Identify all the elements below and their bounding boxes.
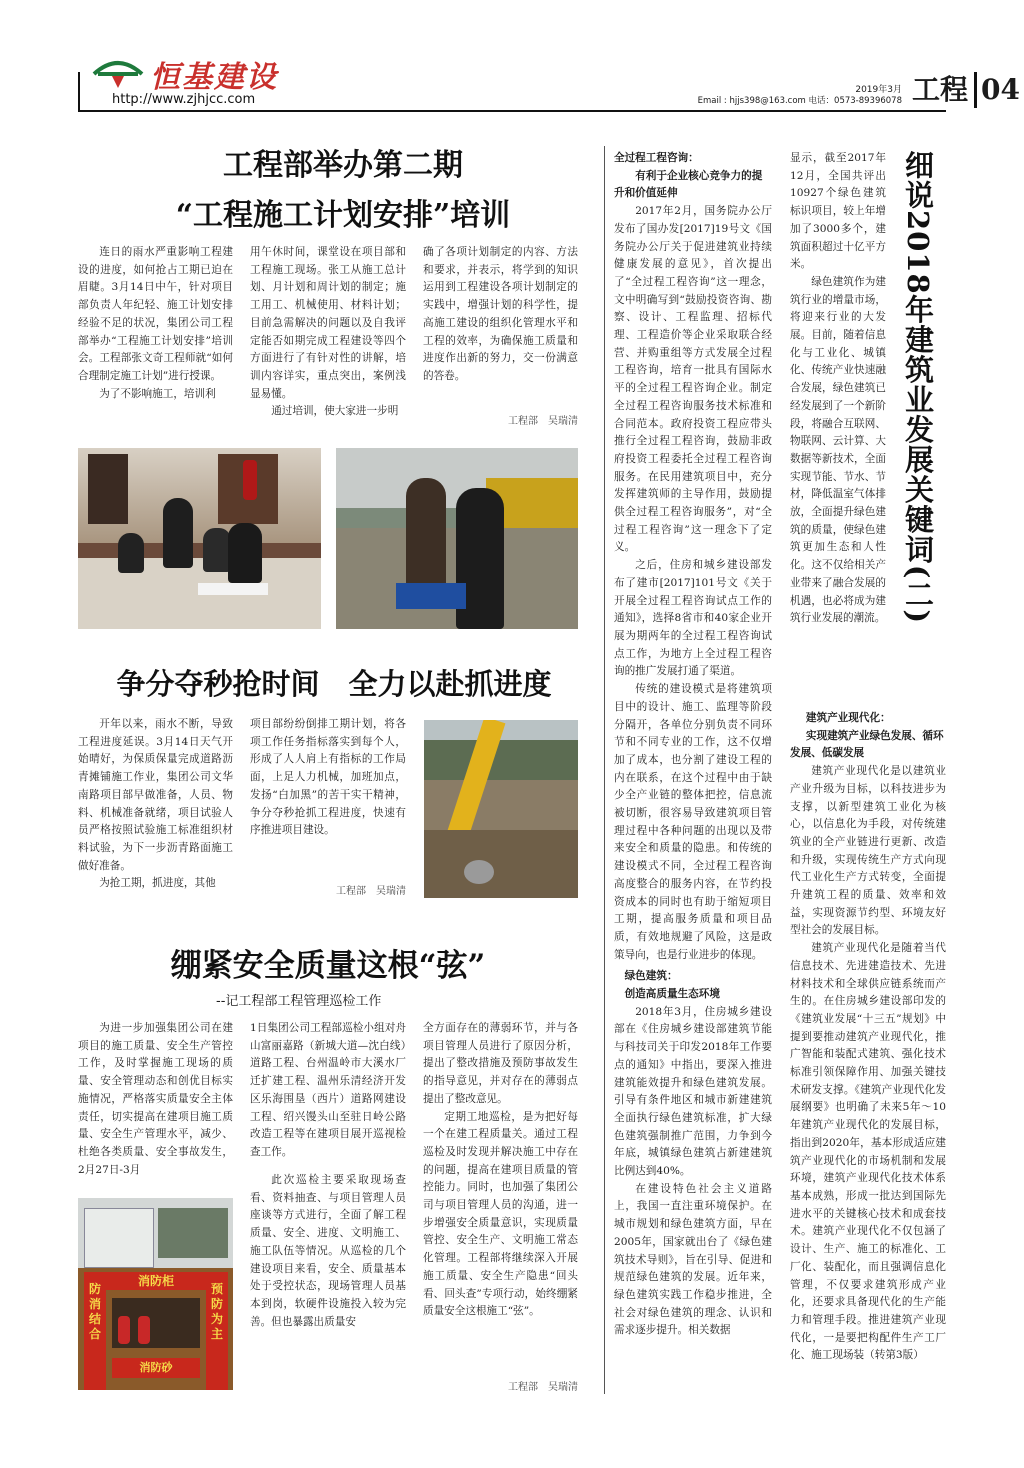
article3-col1: 为进一步加强集团公司在建项目的施工质量、安全生产管控工作，及时掌握施工现场的质量、安全管理动态和创优目标实施情况，严格落实质量安全主体责任，切实提高在建项目施工质量、安全生产管理水平，减少、杜绝各类质量、安全事故发生，2月27日-3月 [78, 1022, 233, 1176]
article3-col2-top: 1日集团公司工程部巡检小组对舟山富丽嘉路（新城大道—沈白线）道路工程、台州温岭市大溪水厂迁扩建工程、温州乐清经济开发区乐海围垦（西片）道路网建设工程、绍兴馒头山至驻日岭公路改造工程等在建项目展开巡视检查工作。 [250, 1022, 406, 1158]
kw3-label: 建筑产业现代化： [805, 712, 891, 724]
article1-title-line1: 工程部举办第二期 [223, 148, 463, 183]
kw1-label: 全过程工程咨询： [614, 152, 699, 164]
article4-col4 [614, 150, 772, 1394]
kw1-subtitle: 有利于企业核心竞争力的提升和价值延伸 [614, 169, 763, 200]
page-frame-left [78, 72, 80, 112]
article1-col3: 确了各项计划制定的内容、方法和要求，并表示，将学到的知识运用到工程建设各项计划制定的实践中，增强计划的科学性，提高施工建设的组织化管理水平和工程的效率，为确保施工质量和进度作出新的努力，交一份满意的答卷。 [423, 246, 578, 382]
website-link[interactable]: http://www.zjhjcc.com [112, 92, 256, 107]
kw3-body: 建筑产业现代化是以建筑业产业升级为目标，以科技进步为支撑，以新型建筑工业化为核心，以信息化为手段，对传统建筑业的全产业链进行更新、改造和升级，实现传统生产方式向现代工业化生产方式转变，全面提升建筑工程的质量、效率和效益，实现资源节约型、环境友好型社会的发展目标。 建筑产业现代化是随着当代信息技术、先进建造技术、先进材料技术和全球供应链系统而产生的。在住房城乡建设部印发的《建筑业发展“十三五”规划》中提到要推动建筑产业现代化，推广智能和装配式建筑、强化技术标准引领保障作用、加强关键技术研发支撑。《建筑产业现代化发展纲要》也明确了未来5年～10年建筑产业现代化的发展目标，指出到2020年，基本形成适应建筑产业现代化的市场机制和发展环境，建筑产业现代化技术体系基本成熟，形成一批达到国际先进水平的关键核心技术和成套技术。建筑产业现代化不仅包涵了设计、生产、施工的标准化、工厂化、装配化，而且强调信息化管理，不仅要求建筑形成产业化，还要求具备现代化的生产能力和管理手段。推进建筑产业现代化，一是要把构配件生产工厂化、施工现场装（转第3版） [790, 765, 946, 1362]
header-rule [78, 110, 946, 112]
article2-col1: 开年以来，雨水不断，导致工程进度延误。3月14日天气开始晴好，为保质保量完成道路沥青摊铺施工作业，集团公司文华南路项目部早做准备，人员、物料、机械准备就绪，项目试验人员严格按照试验施工标准组织材料试验，为下一步沥青路面施工做好准备。 为抢工期，抓进度，其他 [78, 718, 233, 890]
fire-cabinet-sign: 消防柜 [106, 1272, 206, 1290]
site-discussion-photo [336, 448, 578, 629]
masthead [78, 50, 1020, 112]
article1-col1: 连日的雨水严重影响工程建设的进度，如何抢占工期已迫在眉睫。3月14日中午，针对项目部负责人年纪轻、施工计划安排经验不足的状况，集团公司工程部举办“工程施工计划安排”培训会。工程部张文奇工程师就“如何合理制定施工计划”进行授课。 为了不影响施工，培训利 [78, 246, 233, 400]
article4-col5-bottom [790, 710, 946, 1394]
article1-byline: 工程部 吴瑞清 [508, 416, 578, 427]
article2-col2: 项目部纷纷倒排工期计划，将各项工作任务指标落实到每个人，形成了人人肩上有指标的工作局面，上足人力机械，加班加点，发扬“白加黑”的苦干实干精神，争分夺秒抢抓工程进度，快速有序推进项目建设。 [250, 718, 406, 837]
article2-byline: 工程部 吴瑞清 [336, 886, 406, 897]
excavator-road-photo [424, 720, 578, 898]
kw3-subtitle: 实现建筑产业绿色发展、循环发展、低碳发展 [790, 729, 944, 760]
article3-byline: 工程部 吴瑞清 [508, 1382, 578, 1393]
article4-title: 细说2018年建筑业发展关键词(二) [901, 150, 935, 625]
kw2-label: 绿色建筑： [624, 970, 678, 983]
fire-sand-sign: 消防砂 [112, 1358, 200, 1378]
issue-date: 2019年3月 [855, 85, 902, 95]
fire-sign-right: 预防为主 [206, 1272, 228, 1390]
page-number: 04 [974, 72, 1024, 108]
article3-col2-bottom: 此次巡检主要采取现场查看、资料抽查、与项目管理人员座谈等方式进行，全面了解工程质量、安全、进度、文明施工、施工队伍等情况。从巡检的几个建设项目来看，安全、质量基本处于受控状态，现场管理人员基本到岗，软硬件设施投入较为完善。但也暴露出质量安 [250, 1174, 406, 1328]
article3-title: 绷紧安全质量这根“弦” [170, 948, 486, 984]
fire-sign-left: 防消结合 [84, 1272, 106, 1390]
column-divider [604, 146, 605, 1394]
site-inspection-photo [78, 1198, 233, 1390]
logo-text: 恒基建设 [150, 60, 278, 95]
company-logo-icon [92, 56, 144, 90]
kw2-body: 2018年3月，住房城乡建设部在《住房城乡建设部建筑节能与科技司关于印发2018年工作要点的通知》中指出，要深入推进建筑能效提升和绿色建筑发展。引导有条件地区和城市新建建筑全面执行绿色建筑标准，扩大绿色建筑强制推广范围，力争到今年底，城镇绿色建筑占新建建筑比例达到40%。 在建设特色社会主义道路上，我国一直注重环境保护。在城市规划和绿色建筑方面，早在2005年，国家就出台了《绿色建筑技术导则》，旨在引导、促进和规范绿色建筑的发展。近年来，绿色建筑实践工作稳步推进，全社会对绿色建筑的理念、认识和需求逐步提升。相关数据 [614, 1005, 772, 1337]
article1-title-line2: “工程施工计划安排”培训 [175, 198, 511, 233]
contact-info: Email : hjjs398@163.com 电话：0573-89396078 [697, 96, 902, 106]
article3-col3: 全方面存在的薄弱环节，并与各项目管理人员进行了原因分析，提出了整改措施及预防事故发生的指导意见，并对存在的薄弱点提出了整改意见。 定期工地巡检，是为把好每一个在建工程质量关。通过工程巡检及时发现并解决施工中存在的问题，提高在建项目质量的管控能力。同时，也加强了集团公司与项目管理人员的沟通，进一步增强安全质量意识，实现质量管控、安全生产、文明施工常态化管理。工程部将继续深入开展施工质量、安全生产隐患“回头看、回头查”专项行动，始终绷紧质量安全这根施工“弦”。 [423, 1022, 578, 1318]
training-meeting-photo [78, 448, 321, 629]
section-label: 工程 [911, 73, 968, 106]
kw2-subtitle: 创造高质量生态环境 [624, 988, 720, 1001]
article2-title: 争分夺秒抢时间 全力以赴抓进度 [116, 667, 552, 701]
article1-col2: 用午休时间，课堂设在项目部和工程施工现场。张工从施工总计划、月计划和周计划的制定；施工用工、机械使用、材料计划；目前急需解决的问题以及自我评定能否如期完成工程建设等四个方面进行了有针对性的讲解，培训内容详实，重点突出，案例浅显易懂。 通过培训，使大家进一步明 [250, 246, 406, 418]
article3-subtitle: --记工程部工程管理巡检工作 [216, 994, 382, 1009]
kw1-body: 2017年2月，国务院办公厅发布了国办发[2017]19号文《国务院办公厅关于促进建筑业持续健康发展的意见》，首次提出了“全过程工程咨询”这一理念，文中明确写到“鼓励投资咨询、勘察、设计、工程监理、招标代理、工程造价等企业采取联合经营、并购重组等方式发展全过程工程咨询，培育一批具有国际水平的全过程工程咨询企业。制定全过程工程咨询服务技术标准和合同范本。政府投资工程应带头推行全过程工程咨询，鼓励非政府投资工程委托全过程工程咨询服务。在民用建筑项目中，充分发挥建筑师的主导作用，鼓励提供全过程工程咨询服务”，对“全过程工程咨询”这一理念下了定义。 之后，住房和城乡建设部发布了建市[2017]101号文《关于开展全过程工程咨询试点工作的通知》，选择8省市和40家企业开展为期两年的全过程工程咨询试点工作，为地方上全过程工程咨询的推广发展打通了渠道。 传统的建设模式是将建筑项目中的设计、施工、监理等阶段分隔开，各单位分别负责不同环节和不同专业的工作，这不仅增加了成本，也分割了建设工程的内在联系，在这个过程中由于缺少全产业链的整体把控，信息流被切断，很容易导致建筑项目管理过程中各种问题的出现以及带来安全和质量的隐患。和传统的建设模式不同，全过程工程咨询高度整合的服务内容，在节约投资成本的同时也有助于缩短项目工期，提高服务质量和项目品质，有效地规避了风险，这是政策导向，也是行业进步的体现。 [614, 205, 772, 961]
article4-col5-top: 显示，截至2017年12月，全国共评出10927个绿色建筑标识项目，较上年增加了3000多个，建筑面积超过十亿平方米。 绿色建筑作为建筑行业的增量市场，将迎来行业的大发展。目前，随着信息化与工业化、城镇化、传统产业快速融合发展，绿色建筑已经发展到了一个新阶段，将融合互联网、物联网、云计算、大数据等新技术，全面实现节能、节水、节材，降低温室气体排放，全面提升绿色建筑的质量，使绿色建筑更加生态和人性化。这不仅给相关产业带来了融合发展的机遇，也必将成为建筑行业发展的潮流。 [790, 152, 886, 625]
